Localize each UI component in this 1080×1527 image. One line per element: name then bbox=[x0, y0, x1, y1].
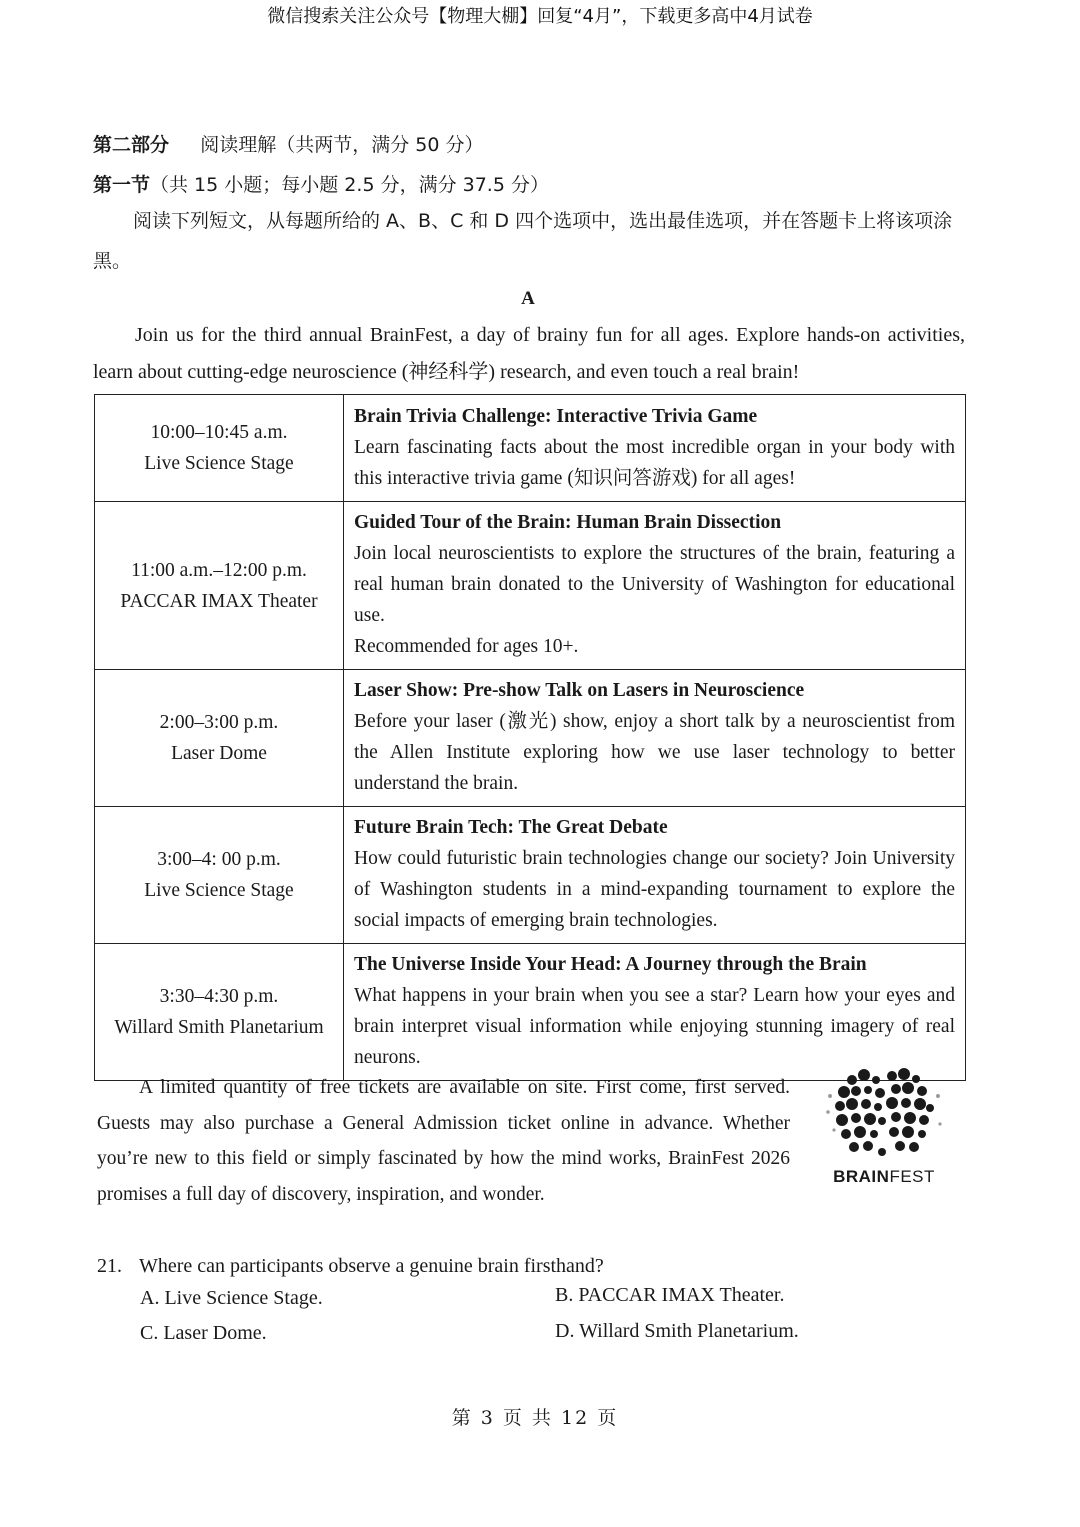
question-21 bbox=[97, 1251, 604, 1281]
event-time: 2:00–3:00 p.m. bbox=[159, 712, 279, 733]
section-subtitle: （共 15 小题；每小题 2.5 分，满分 37.5 分） bbox=[150, 174, 549, 196]
section-heading bbox=[93, 170, 549, 197]
event-time: 10:00–10:45 a.m. bbox=[150, 422, 288, 443]
event-title: The Universe Inside Your Head: A Journey through the Brain bbox=[354, 954, 867, 975]
table-row bbox=[95, 502, 966, 670]
event-note: Recommended for ages 10+. bbox=[354, 636, 579, 657]
time-cell bbox=[95, 502, 344, 670]
brain-dots-icon bbox=[822, 1066, 946, 1166]
option-a: A. Live Science Stage. bbox=[140, 1287, 323, 1309]
time-cell bbox=[95, 670, 344, 807]
event-venue: Live Science Stage bbox=[144, 453, 294, 474]
option-b: B. PACCAR IMAX Theater. bbox=[555, 1284, 785, 1306]
event-venue: Live Science Stage bbox=[144, 880, 294, 901]
part-heading bbox=[93, 130, 484, 157]
option-c: C. Laser Dome. bbox=[140, 1322, 267, 1344]
event-time: 11:00 a.m.–12:00 p.m. bbox=[131, 559, 307, 581]
event-desc: Learn fascinating facts about the most incredible organ in your body with this interactive trivia game (知识问答游戏) for all ages! bbox=[354, 436, 955, 489]
desc-cell bbox=[344, 502, 966, 670]
event-title: Guided Tour of the Brain: Human Brain Dissection bbox=[354, 512, 782, 533]
desc-cell bbox=[344, 807, 966, 944]
event-time: 3:30–4:30 p.m. bbox=[159, 986, 279, 1007]
event-time: 3:00–4: 00 p.m. bbox=[157, 849, 281, 870]
event-desc: How could futuristic brain technologies change our society? Join University of Washington students in a mind-expanding tournament to explore the social impacts of emerging brain technologies. bbox=[354, 848, 955, 931]
option-d: D. Willard Smith Planetarium. bbox=[555, 1320, 799, 1342]
table-row bbox=[95, 944, 966, 1081]
time-cell bbox=[95, 944, 344, 1081]
desc-cell bbox=[344, 944, 966, 1081]
table-row bbox=[95, 395, 966, 502]
event-venue: Laser Dome bbox=[171, 743, 267, 764]
watermark-banner: 微信搜索关注公众号【物理大棚】回复“4月”，下载更多高中4月试卷 bbox=[267, 6, 813, 27]
desc-cell bbox=[344, 670, 966, 807]
event-venue: Willard Smith Planetarium bbox=[114, 1017, 324, 1038]
time-cell bbox=[95, 395, 344, 502]
event-title: Laser Show: Pre-show Talk on Lasers in Neuroscience bbox=[354, 680, 805, 701]
table-row bbox=[95, 807, 966, 944]
brainfest-wordmark: BRAINFEST bbox=[833, 1167, 935, 1186]
part-subtitle: 阅读理解（共两节，满分 50 分） bbox=[200, 134, 484, 156]
passage-closing: A limited quantity of free tickets are available on site. First come, first served. Guests may also purchase a General Admission ticket online in advance. Whether you’re new to this field or simply fascinated by how the mind works, BrainFest 2026 promises a full day of discovery, inspiration, and wonder. bbox=[97, 1077, 790, 1205]
part-title: 第二部分 bbox=[93, 134, 170, 156]
passage-intro: Join us for the third annual BrainFest, a day of brainy fun for all ages. Explore hands-on activities, learn about cutting-edge neuroscience (神经科学) research, and even touch a real brain! bbox=[93, 324, 965, 383]
instructions: 阅读下列短文，从每题所给的 A、B、C 和 D 四个选项中，选出最佳选项，并在答题卡上将该项涂黑。 bbox=[93, 210, 953, 272]
page-footer: 第 3 页 共 12 页 bbox=[451, 1407, 619, 1429]
section-title: 第一节 bbox=[93, 174, 151, 196]
event-desc: What happens in your brain when you see a star? Learn how your eyes and brain interpret visual information while enjoying stunning imagery of real neurons. bbox=[354, 985, 955, 1068]
question-text: Where can participants observe a genuine brain firsthand? bbox=[139, 1255, 604, 1277]
event-title: Future Brain Tech: The Great Debate bbox=[354, 817, 668, 838]
table-row bbox=[95, 670, 966, 807]
event-title: Brain Trivia Challenge: Interactive Trivia Game bbox=[354, 405, 758, 427]
passage-letter: A bbox=[521, 288, 535, 309]
time-cell bbox=[95, 807, 344, 944]
schedule-table bbox=[94, 394, 966, 1081]
brainfest-logo bbox=[822, 1066, 946, 1190]
event-desc: Join local neuroscientists to explore the structures of the brain, featuring a real human brain donated to the University of Washington for educational use. bbox=[354, 543, 955, 626]
event-desc: Before your laser (激光) show, enjoy a short talk by a neuroscientist from the Allen Institute exploring how we use laser technology to better understand the brain. bbox=[354, 711, 955, 794]
desc-cell bbox=[344, 395, 966, 502]
event-venue: PACCAR IMAX Theater bbox=[120, 590, 318, 612]
question-number: 21. bbox=[97, 1255, 122, 1277]
